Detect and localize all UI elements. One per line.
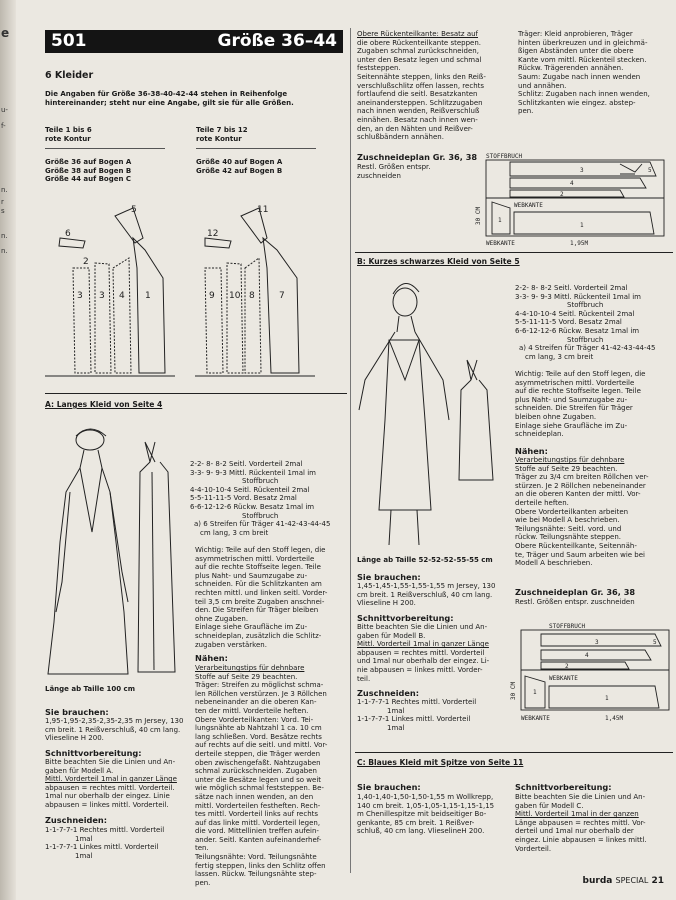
section-a-schnitt: Bitte beachten Sie die Linien und An- gaben für Modell A. Mittl. Vorderteil 1mal in ganzer Länge abpausen = rechtes mittl. Vorderteil. 1mal nur oberhalb der eingez. Linie abpausen = linkes mittl. Vorderteil. (45, 758, 177, 809)
edge-fragment: f- (1, 122, 6, 130)
piece-label: 9 (209, 291, 215, 301)
section-a-title: A: Langes Kleid von Seite 4 (45, 400, 163, 409)
svg-text:4: 4 (585, 652, 589, 659)
page-footer (583, 876, 664, 886)
cm-label: 30 CM (510, 681, 517, 700)
webkante-label: WEBKANTE (486, 240, 515, 247)
pattern-pieces-diagram (45, 198, 345, 388)
width-label: 1,95M (570, 240, 589, 247)
column-divider (350, 28, 351, 873)
piece-label: 3 (99, 291, 105, 301)
piece-label: 1 (145, 291, 151, 301)
piece-label: 11 (257, 205, 269, 215)
top-right-col2: Träger: Kleid anprobieren, Träger hinten überkreuzen und in gleichmä- ßigen Abständen unter die obere Kante vom mittl. Rückenteil stecken. Rückw. Trägerenden annähen. Saum: Zugabe nach innen wenden und annähen. Schlitz: Zugaben nach innen wenden, Schlitzkanten wie eingez. abstep- pen. (518, 30, 650, 116)
section-a-brauchen: 1,95-1,95-2,35-2,35-2,35 m Jersey, 130 cm breit. 1 Reißverschluß, 40 cm lang. Vlieseline H 200. (45, 717, 184, 743)
section-c-brauchen: 1,40-1,40-1,50-1,50-1,55 m Wollkrepp, 140 cm breit. 1,05-1,05-1,15-1,15-1,15 m Chenillespitze mit beidseitiger Bo- genkante, 85 cm breit. 1 Reißver- schluß, 40 cm lang. VlieselineH 200. (357, 793, 495, 836)
size-range: Größe 36–44 (217, 31, 337, 51)
edge-fragment: n. (1, 247, 8, 255)
parts-right-title: Teile 7 bis 12 rote Kontur (196, 126, 248, 143)
plan-b-title: Zuschneideplan Gr. 36, 38 (515, 587, 636, 597)
edge-fragment: n. (1, 232, 8, 240)
edge-fragment: r (1, 198, 4, 206)
svg-text:1: 1 (533, 689, 537, 696)
section-c-brauchen-title: Sie brauchen: (357, 782, 421, 792)
svg-text:3: 3 (595, 639, 599, 646)
piece-label: 4 (119, 291, 125, 301)
parts-left-title: Teile 1 bis 6 rote Kontur (45, 126, 92, 143)
top-right-col1: Obere Rückenteilkante: Besatz auf die obere Rückenteilkante steppen. Zugaben schmal zurückschneiden, unter den Besatz legen und schmal feststeppen. Seitennähte steppen, links den Reiß- verschlußschlitz offen lassen, rechts fortlaufend die seitl. Besatzkanten aneinandersteppen. Schlitzzugaben nach innen wenden, Reißverschluß einnähen. Besatz nach innen wen- den, an den Nähten und Reißver- schlußbändern annähen. (357, 30, 486, 142)
piece-label: 2 (83, 257, 89, 267)
svg-text:3: 3 (580, 167, 584, 174)
width-label: 1,45M (605, 715, 624, 722)
section-b-brauchen: 1,45-1,45-1,55-1,55-1,55 m Jersey, 130 cm breit. 1 Reißverschluß, 40 cm lang. Vlieseline H 200. (357, 582, 496, 608)
section-b-parts: 2-2- 8- 8-2 Seitl. Vorderteil 2mal 3-3- 9- 9-3 Mittl. Rückenteil 1mal im Stoffbruch 4-4-10-10-4 Seitl. Rückenteil 2mal 5-5-11-11-5 Vord. Besatz 2mal 6-6-12-12-6 Rückw. Besatz 1mal im Stoffbruch a) 4 Streifen für Träger 41-42-43-44-45 cm lang, 3 cm breit (515, 284, 656, 361)
plan-a-sub: Restl. Größen entspr. zuschneiden (357, 163, 431, 180)
webkante-label: WEBKANTE (549, 675, 578, 682)
cm-label: 30 CM (475, 206, 482, 225)
piece-label: 12 (207, 229, 219, 239)
cutting-plan-a (470, 150, 670, 250)
section-a-naehen-title: Nähen: (195, 653, 228, 663)
svg-text:1: 1 (580, 222, 584, 229)
brand-name: burda (582, 876, 613, 886)
binding-spine (0, 0, 16, 900)
section-b-zu: 1-1-7-7-1 Rechtes mittl. Vorderteil 1mal 1-1-7-7-1 Linkes mittl. Vorderteil 1mal (357, 698, 477, 732)
section-b-naehen-title: Nähen: (515, 446, 548, 456)
webkante-label: WEBKANTE (521, 715, 550, 722)
plan-b-sub: Restl. Größen entspr. zuschneiden (515, 598, 635, 606)
cutting-plan-b (505, 620, 675, 730)
section-b-brauchen-title: Sie brauchen: (357, 572, 421, 582)
svg-text:1: 1 (605, 695, 609, 702)
parts-right-sizes: Größe 40 auf Bogen A Größe 42 auf Bogen B (196, 158, 283, 175)
section-a-brauchen-title: Sie brauchen: (45, 707, 109, 717)
svg-text:2: 2 (560, 191, 564, 198)
svg-text:5: 5 (648, 167, 652, 174)
edge-fragment: u- (1, 106, 8, 114)
edge-fragment: n. (1, 186, 8, 194)
edge-fragment: s (1, 207, 5, 215)
section-b-schnitt-title: Schnittvorbereitung: (357, 613, 454, 623)
edge-fragment: e (1, 26, 10, 40)
section-b-schnitt: Bitte beachten Sie die Linien und An- gaben für Modell B. Mittl. Vorderteil 1mal in ganzer Länge abpausen = rechtes mittl. Vorderteil und 1mal nur oberhalb der eingez. Li- nie abpausen = linkes mittl. Vorder- teil. (357, 623, 490, 683)
section-b-zu-title: Zuschneiden: (357, 688, 420, 698)
parts-left-sizes: Größe 36 auf Bogen A Größe 38 auf Bogen B Größe 44 auf Bogen C (45, 158, 132, 184)
intro-text: Die Angaben für Größe 36-38-40-42-44 stehen in Reihenfolge hintereinander; steht nur eine Angabe, gilt sie für alle Größen. (45, 90, 294, 107)
section-b-wichtig: Wichtig: Teile auf den Stoff legen, die asymmetrischen mittl. Vorderteile auf die rechte Stoffseite legen. Teile plus Naht- und Saumzugabe zu- schneiden. Die Streifen für Träger bleiben ohne Zugaben. Einlage siehe Graufläche im Zu- schneideplan. (515, 370, 646, 439)
section-divider (355, 752, 673, 753)
piece-label: 5 (131, 205, 137, 215)
plan-a-title: Zuschneideplan Gr. 36, 38 (357, 152, 478, 162)
piece-label: 10 (229, 291, 241, 301)
section-a-length: Länge ab Taille 100 cm (45, 685, 136, 693)
section-c-title: C: Blaues Kleid mit Spitze von Seite 11 (357, 758, 524, 767)
section-divider (45, 393, 347, 394)
long-dress-illustration (40, 412, 190, 682)
intro-title: 6 Kleider (45, 70, 94, 81)
piece-label: 6 (65, 229, 71, 239)
page-number: 21 (651, 876, 664, 886)
piece-label: 8 (249, 291, 255, 301)
section-a-parts: 2-2- 8- 8-2 Seitl. Vorderteil 2mal 3-3- 9- 9-3 Mittl. Rückenteil 1mal im Stoffbruch 4-4-10-10-4 Seitl. Rückenteil 2mal 5-5-11-11-5 Vord. Besatz 2mal 6-6-12-12-6 Rückw. Besatz 1mal im Stoffbruch a) 6 Streifen für Träger 41-42-43-44-45 cm lang, 3 cm breit (190, 460, 331, 537)
section-b-title: B: Kurzes schwarzes Kleid von Seite 5 (357, 257, 520, 266)
section-b-naehen: Verarbeitungstips für dehnbare Stoffe auf Seite 29 beachten. Träger zu 3/4 cm breiten Röllchen ver- stürzen. Je 2 Röllchen nebeneinander an die oberen Kanten der mittl. Vor- derteile heften. Obere Vorderteilkanten arbeiten wie bei Modell A beschrieben. Teilungsnähte: Seitl. vord. und rückw. Teilungsnähte steppen. Obere Rückenteilkante, Seitennäh- te, Träger und Saum arbeiten wie bei Modell A beschrieben. (515, 456, 649, 568)
pattern-header (45, 30, 343, 53)
piece-label: 7 (279, 291, 285, 301)
piece-label: 3 (77, 291, 83, 301)
svg-text:2: 2 (565, 663, 569, 670)
stoffbruch-label: STOFFBRUCH (486, 153, 523, 160)
webkante-label: WEBKANTE (514, 202, 543, 209)
divider (196, 148, 316, 149)
svg-text:4: 4 (570, 180, 574, 187)
section-b-length: Länge ab Taille 52-52-52-55-55 cm (357, 556, 493, 564)
section-c-schnitt: Bitte beachten Sie die Linien und An- gaben für Modell C. Mittl. Vorderteil 1mal in der ganzen Länge abpausen = rechtes mittl. Vor- derteil und 1mal nur oberhalb der eingez. Linie abpausen = linkes mittl. Vorderteil. (515, 793, 647, 853)
pattern-number: 501 (51, 31, 87, 51)
short-dress-illustration (355, 270, 515, 550)
section-a-zu: 1-1-7-7-1 Rechtes mittl. Vorderteil 1mal 1-1-7-7-1 Linkes mittl. Vorderteil 1mal (45, 826, 165, 860)
svg-text:1: 1 (498, 217, 502, 224)
section-a-zu-title: Zuschneiden: (45, 815, 108, 825)
section-a-schnitt-title: Schnittvorbereitung: (45, 748, 142, 758)
divider (45, 148, 165, 149)
section-a-wichtig: Wichtig: Teile auf den Stoff legen, die asymmetrischen mittl. Vorderteile auf die rechte Stoffseite legen. Teile plus Naht- und Saumzugabe zu- schneiden. Für die Schlitzkanten am rechten mittl. und linken seitl. Vorder- teil 3,5 cm breite Zugaben anschnei- den. Die Streifen für Träger bleiben ohne Zugaben. Einlage siehe Graufläche im Zu- schneideplan, zusätzlich die Schlitz- zugaben verstärken. (195, 546, 328, 649)
brand-special: SPECIAL (615, 876, 649, 885)
section-divider (355, 252, 673, 253)
section-a-naehen: Verarbeitungstips für dehnbare Stoffe auf Seite 29 beachten. Träger: Streifen zu möglichst schma- len Röllchen verstürzen. Je 3 Röllchen nebeneinander an die oberen Kan- ten der mittl. Vorderteile heften. Obere Vorderteilkanten: Vord. Tei- lungsnähte ab Nahtzahl 1 ca. 10 cm lang schließen. Vord. Besätze rechts auf rechts auf die seitl. und mittl. Vor- derteile steppen, die Träger werden oben zwischengefaßt. Nahtzugaben schmal zurückschneiden. Zugaben unter die Besätze legen und so weit wie möglich schmal feststeppen. Be- sätze nach innen wenden, an den mittl. Vorderteilen festheften. Rech- tes mittl. Vorderteil links auf rechts auf das linke mittl. Vorderteil legen, die vord. Mittellinien treffen aufein- ander. Seitl. Kanten aufeinanderhef- ten. Teilungsnähte: Vord. Teilungsnähte fertig steppen, links den Schlitz offen lassen. Rückw. Teilungsnähte step- pen. (195, 664, 328, 887)
svg-text:5: 5 (653, 639, 657, 646)
stoffbruch-label: STOFFBRUCH (549, 623, 586, 630)
section-c-schnitt-title: Schnittvorbereitung: (515, 782, 612, 792)
